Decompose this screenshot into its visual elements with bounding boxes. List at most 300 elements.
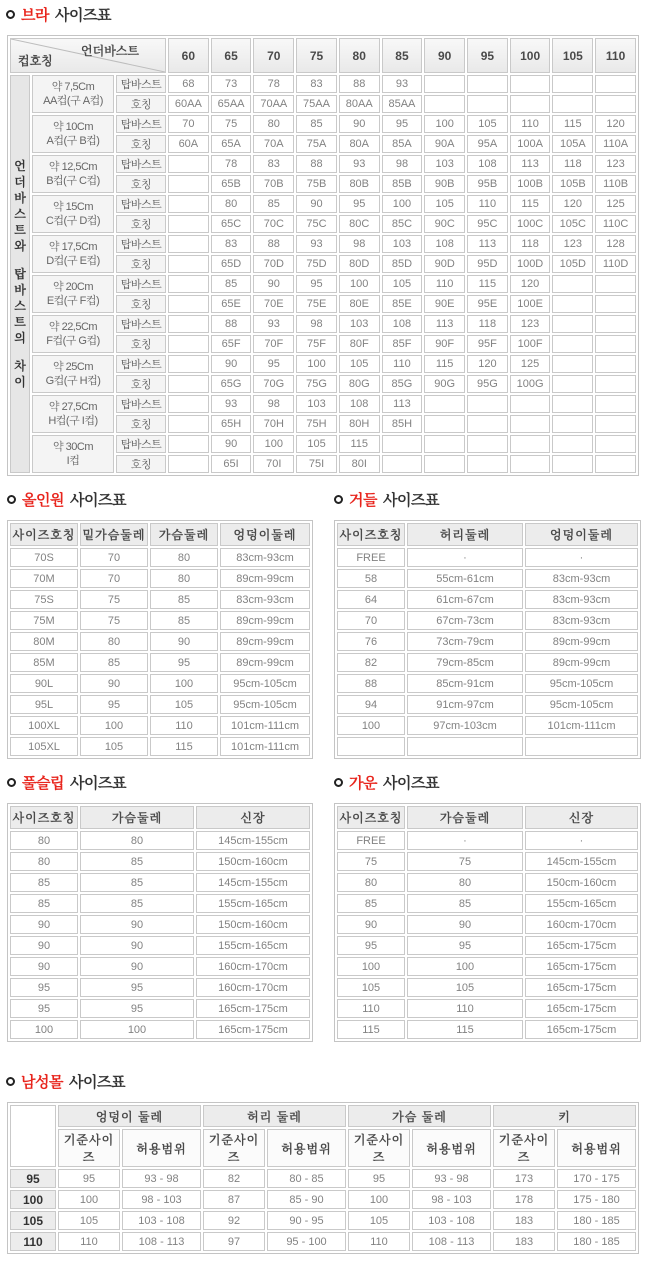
table-cell [168, 415, 209, 433]
cup-name-label: AA컵(구 A컵) [43, 95, 103, 107]
vertical-label-char: 바 [14, 191, 26, 205]
mens-sub-header: 허용범위 [412, 1129, 491, 1167]
table-cell [168, 175, 209, 193]
table-cell [382, 455, 423, 473]
table-cell: 80 [80, 831, 194, 850]
table-cell: 65H [211, 415, 252, 433]
table-cell: 85B [382, 175, 423, 193]
row-label-topbust: 탑바스트 [116, 395, 166, 413]
table-cell: 90 [80, 674, 148, 693]
table-cell: 118 [552, 155, 593, 173]
table-cell: 110 [150, 716, 218, 735]
table-row [337, 915, 638, 934]
table-cell: 70F [253, 335, 294, 353]
table-row [10, 590, 310, 609]
table-cell: 90A [424, 135, 465, 153]
mens-sub-header: 허용범위 [122, 1129, 201, 1167]
table-cell: 160cm-170cm [196, 978, 310, 997]
girdle-table-body [337, 548, 638, 756]
column-header: 사이즈호칭 [10, 523, 78, 546]
table-cell: 85H [382, 415, 423, 433]
table-cell: 55cm-61cm [407, 569, 523, 588]
table-cell [552, 395, 593, 413]
cup-diff-label: 약 12,5Cm [48, 161, 98, 173]
table-cell: 65D [211, 255, 252, 273]
table-cell: 67cm-73cm [407, 611, 523, 630]
bullet-icon [6, 10, 15, 19]
table-cell: 75 [337, 852, 405, 871]
table-cell: 165cm-175cm [196, 1020, 310, 1039]
table-cell: 80 [150, 548, 218, 567]
table-row [10, 435, 636, 453]
column-header: 가슴둘레 [407, 806, 523, 829]
table-row [10, 716, 310, 735]
table-cell: 145cm-155cm [525, 852, 638, 871]
table-cell: 90 [80, 915, 194, 934]
table-cell: 155cm-165cm [196, 894, 310, 913]
table-cell: 91cm-97cm [407, 695, 523, 714]
table-cell: 101cm-111cm [220, 716, 310, 735]
bullet-icon [7, 778, 16, 787]
table-cell: · [525, 831, 638, 850]
table-cell: 115 [467, 275, 508, 293]
table-cell [595, 315, 636, 333]
table-cell: 90 [211, 355, 252, 373]
mens-sub-header: 기준사이즈 [348, 1129, 410, 1167]
table-cell: 70I [253, 455, 294, 473]
section-title-bra [6, 5, 647, 23]
table-cell: 90 [80, 936, 194, 955]
table-cell: 75C [296, 215, 337, 233]
table-cell: 85 [407, 894, 523, 913]
table-cell: 90 [339, 115, 380, 133]
table-cell: 85M [10, 653, 78, 672]
table-cell: 110 [348, 1232, 410, 1251]
table-cell: 83cm-93cm [525, 569, 638, 588]
table-cell: 64 [337, 590, 405, 609]
table-cell: 85 [337, 894, 405, 913]
table-cell: 88 [339, 75, 380, 93]
table-cell: 113 [382, 395, 423, 413]
table-cell: 80E [339, 295, 380, 313]
table-cell: 100 [10, 1020, 78, 1039]
table-cell: 90 [150, 632, 218, 651]
table-row [337, 894, 638, 913]
table-cell: 65G [211, 375, 252, 393]
table-cell: 80A [339, 135, 380, 153]
table-row [10, 275, 636, 293]
table-cell: 95 [150, 653, 218, 672]
table-row [10, 569, 310, 588]
table-cell: 75E [296, 295, 337, 313]
bullet-icon [7, 495, 16, 504]
table-cell: 165cm-175cm [196, 999, 310, 1018]
row-label-topbust: 탑바스트 [116, 275, 166, 293]
cup-label-cell [32, 235, 114, 273]
table-row [337, 831, 638, 850]
bra-size-table [7, 35, 639, 476]
table-cell [168, 295, 209, 313]
table-cell [168, 235, 209, 253]
table-cell: 105 [296, 435, 337, 453]
table-row [10, 957, 310, 976]
table-row [337, 957, 638, 976]
table-cell [424, 75, 465, 93]
table-cell: 108 - 113 [122, 1232, 201, 1251]
table-cell: 165cm-175cm [525, 1020, 638, 1039]
table-cell: 170 - 175 [557, 1169, 636, 1188]
table-cell: 105 [337, 978, 405, 997]
bra-column-header: 60 [168, 38, 209, 73]
row-label-topbust: 탑바스트 [116, 155, 166, 173]
table-cell: 94 [337, 695, 405, 714]
table-cell: 100 [382, 195, 423, 213]
table-cell: 120 [595, 115, 636, 133]
table-cell: FREE [337, 831, 405, 850]
row-label-topbust: 탑바스트 [116, 315, 166, 333]
table-cell: 80B [339, 175, 380, 193]
row-label-topbust: 탑바스트 [116, 195, 166, 213]
cup-name-label: A컵(구 B컵) [46, 135, 100, 147]
table-cell: 93 [253, 315, 294, 333]
table-cell: 70C [253, 215, 294, 233]
table-cell: 100XL [10, 716, 78, 735]
table-cell [510, 415, 551, 433]
fullslip-size-table [7, 803, 313, 1042]
table-cell: 80 [211, 195, 252, 213]
bra-table-head [10, 38, 636, 73]
bullet-icon [334, 495, 343, 504]
table-cell: 145cm-155cm [196, 831, 310, 850]
vertical-label-char: 트 [14, 223, 26, 237]
table-cell: 70G [253, 375, 294, 393]
table-cell: 95cm-105cm [220, 674, 310, 693]
cup-name-label: B컵(구 C컵) [46, 175, 100, 187]
bra-side-label-cell [10, 75, 30, 473]
table-cell: 183 [493, 1232, 555, 1251]
table-cell [595, 95, 636, 113]
cup-name-label: H컵(구 I컵) [48, 415, 98, 427]
table-cell: 85 - 90 [267, 1190, 346, 1209]
gown-table-head [337, 806, 638, 829]
table-row [10, 235, 636, 253]
table-cell: 123 [510, 315, 551, 333]
table-cell [424, 415, 465, 433]
table-cell [595, 295, 636, 313]
table-row [10, 915, 310, 934]
table-cell [168, 195, 209, 213]
table-cell: 93 - 98 [412, 1169, 491, 1188]
table-cell [510, 455, 551, 473]
cup-label-cell [32, 355, 114, 393]
mens-group-header: 가슴 둘레 [348, 1105, 491, 1127]
table-cell: 110C [595, 215, 636, 233]
table-row [10, 1105, 636, 1127]
table-cell: 76 [337, 632, 405, 651]
table-row [337, 936, 638, 955]
table-cell: 115 [337, 1020, 405, 1039]
table-cell: 70D [253, 255, 294, 273]
table-cell: 85 [80, 873, 194, 892]
bra-column-header: 75 [296, 38, 337, 73]
table-cell: 85 [80, 852, 194, 871]
allinone-girdle-row [7, 490, 647, 759]
cup-name-label: C컵(구 D컵) [45, 215, 101, 227]
girdle-column [334, 490, 641, 759]
table-cell: 95 [337, 936, 405, 955]
table-cell: 89cm-99cm [220, 653, 310, 672]
section-title-girdle [334, 490, 641, 508]
table-cell: FREE [337, 548, 405, 567]
table-cell: 105D [552, 255, 593, 273]
table-cell: 100B [510, 175, 551, 193]
row-label-topbust: 탑바스트 [116, 355, 166, 373]
table-cell: 70E [253, 295, 294, 313]
table-row [10, 737, 310, 756]
table-cell: 110D [595, 255, 636, 273]
mens-corner-cell [10, 1105, 56, 1167]
cup-label-cell [32, 315, 114, 353]
table-cell [595, 435, 636, 453]
cup-diff-label: 약 20Cm [52, 281, 94, 293]
table-cell [467, 415, 508, 433]
table-row [337, 674, 638, 693]
section-title-fullslip [7, 773, 313, 791]
cup-name-label: F컵(구 G컵) [46, 335, 100, 347]
table-cell: 95 [10, 978, 78, 997]
cup-diff-label: 약 15Cm [52, 201, 94, 213]
bullet-icon [334, 778, 343, 787]
table-row [337, 737, 638, 756]
cup-diff-label: 약 10Cm [52, 121, 94, 133]
mens-row-label: 110 [10, 1232, 56, 1251]
table-cell: 120 [552, 195, 593, 213]
table-cell: 90 [337, 915, 405, 934]
cup-diff-label: 약 17,5Cm [48, 241, 98, 253]
allinone-column [7, 490, 313, 759]
table-cell: 80 [253, 115, 294, 133]
mens-group-header: 허리 둘레 [203, 1105, 346, 1127]
table-cell: 70 [337, 611, 405, 630]
table-cell: 80 - 85 [267, 1169, 346, 1188]
cup-name-label: G컵(구 H컵) [45, 375, 101, 387]
table-cell: 90 [10, 915, 78, 934]
table-cell: 90D [424, 255, 465, 273]
table-cell [595, 275, 636, 293]
table-cell: 101cm-111cm [525, 716, 638, 735]
mens-sub-header: 기준사이즈 [58, 1129, 120, 1167]
table-cell: 92 [203, 1211, 265, 1230]
table-cell: 155cm-165cm [525, 894, 638, 913]
cup-diff-label: 약 27,5Cm [48, 401, 98, 413]
table-cell: 78 [253, 75, 294, 93]
table-cell: 95cm-105cm [525, 674, 638, 693]
table-cell: 85cm-91cm [407, 674, 523, 693]
column-header: 엉덩이둘레 [220, 523, 310, 546]
table-cell: 75 [80, 611, 148, 630]
cup-label-cell [32, 75, 114, 113]
mens-sub-header: 기준사이즈 [493, 1129, 555, 1167]
table-cell: 75G [296, 375, 337, 393]
cup-diff-label: 약 7,5Cm [51, 81, 95, 93]
table-cell: 108 [339, 395, 380, 413]
table-cell: 105 [407, 978, 523, 997]
table-cell [552, 355, 593, 373]
table-cell: 85 [253, 195, 294, 213]
table-cell: 100 [337, 957, 405, 976]
table-cell: 110 [467, 195, 508, 213]
mens-title-rest: 사이즈표 [68, 1073, 125, 1091]
section-title-allinone [7, 490, 313, 508]
table-cell: 93 [211, 395, 252, 413]
table-cell: 61cm-67cm [407, 590, 523, 609]
table-cell: 80F [339, 335, 380, 353]
table-cell: 89cm-99cm [220, 569, 310, 588]
table-cell: 103 - 108 [412, 1211, 491, 1230]
table-cell: 95 [58, 1169, 120, 1188]
table-cell: · [525, 548, 638, 567]
table-cell [168, 335, 209, 353]
table-cell: 150cm-160cm [196, 915, 310, 934]
table-row [10, 978, 310, 997]
cup-name-label: D컵(구 E컵) [46, 255, 100, 267]
table-cell [552, 275, 593, 293]
mens-sub-header: 허용범위 [267, 1129, 346, 1167]
table-cell: 83 [211, 235, 252, 253]
fullslip-table-body [10, 831, 310, 1039]
table-cell: 108 [424, 235, 465, 253]
table-cell: 90 [80, 957, 194, 976]
table-cell: 70AA [253, 95, 294, 113]
mens-group-header: 엉덩이 둘레 [58, 1105, 201, 1127]
table-row [10, 894, 310, 913]
table-cell: 95 [80, 695, 148, 714]
table-cell: 70 [168, 115, 209, 133]
table-cell [595, 455, 636, 473]
mens-row-label: 100 [10, 1190, 56, 1209]
table-cell: 120 [467, 355, 508, 373]
table-cell: 100 [337, 716, 405, 735]
table-cell: 73 [211, 75, 252, 93]
table-cell: 70 [80, 548, 148, 567]
table-row [10, 1169, 636, 1188]
section-title-gown [334, 773, 641, 791]
girdle-title-rest: 사이즈표 [382, 491, 439, 509]
table-cell: 65A [211, 135, 252, 153]
table-row [337, 852, 638, 871]
mens-row-label: 95 [10, 1169, 56, 1188]
cup-label-cell [32, 395, 114, 433]
column-header: 신장 [196, 806, 310, 829]
table-cell [168, 215, 209, 233]
bra-column-header: 110 [595, 38, 636, 73]
table-cell: 83cm-93cm [525, 611, 638, 630]
row-label-call: 호칭 [116, 135, 166, 153]
table-row [337, 569, 638, 588]
table-row [337, 999, 638, 1018]
table-cell: 95 [339, 195, 380, 213]
table-cell [467, 435, 508, 453]
table-cell: 85 [150, 611, 218, 630]
table-cell: 80 [407, 873, 523, 892]
table-cell [337, 737, 405, 756]
allinone-table-body [10, 548, 310, 756]
table-cell [595, 415, 636, 433]
column-header: 사이즈호칭 [10, 806, 78, 829]
table-cell [510, 75, 551, 93]
vertical-label [11, 158, 29, 390]
table-cell: 80D [339, 255, 380, 273]
table-cell: 105 [339, 355, 380, 373]
table-cell: 95cm-105cm [525, 695, 638, 714]
table-cell: 90G [424, 375, 465, 393]
table-cell: 115 [552, 115, 593, 133]
table-cell: 88 [211, 315, 252, 333]
table-cell: 100G [510, 375, 551, 393]
column-header: 사이즈호칭 [337, 806, 405, 829]
table-cell: 80 [10, 831, 78, 850]
cup-label-cell [32, 275, 114, 313]
table-cell: 98 [253, 395, 294, 413]
table-cell: 100 [80, 1020, 194, 1039]
table-row [10, 1190, 636, 1209]
gown-title-rest: 사이즈표 [382, 774, 439, 792]
table-cell: 105 [348, 1211, 410, 1230]
table-cell: 68 [168, 75, 209, 93]
table-cell: 75S [10, 590, 78, 609]
table-cell: 120 [510, 275, 551, 293]
bra-column-header: 100 [510, 38, 551, 73]
table-cell: 105B [552, 175, 593, 193]
table-cell: 85D [382, 255, 423, 273]
table-cell: 80H [339, 415, 380, 433]
bra-column-header: 105 [552, 38, 593, 73]
table-cell: 89cm-99cm [525, 653, 638, 672]
table-cell: 75M [10, 611, 78, 630]
table-cell [552, 435, 593, 453]
cup-diff-label: 약 25Cm [52, 361, 94, 373]
table-cell [467, 395, 508, 413]
table-cell: 88 [253, 235, 294, 253]
table-cell: 103 [339, 315, 380, 333]
table-row [337, 632, 638, 651]
table-cell [552, 455, 593, 473]
table-cell: 98 [339, 235, 380, 253]
table-cell: 87 [203, 1190, 265, 1209]
table-cell: 173 [493, 1169, 555, 1188]
table-cell: 60AA [168, 95, 209, 113]
table-cell: 105C [552, 215, 593, 233]
column-header: 밑가슴둘레 [80, 523, 148, 546]
row-label-call: 호칭 [116, 175, 166, 193]
mens-group-header: 키 [493, 1105, 636, 1127]
fullslip-title-rest: 사이즈표 [69, 774, 126, 792]
table-cell: 105 [382, 275, 423, 293]
table-cell: 70H [253, 415, 294, 433]
bra-column-header: 65 [211, 38, 252, 73]
table-cell: 73cm-79cm [407, 632, 523, 651]
table-row [10, 1232, 636, 1251]
table-row [337, 695, 638, 714]
table-cell: · [407, 548, 523, 567]
table-cell: 103 [424, 155, 465, 173]
fullslip-gown-row [7, 773, 647, 1042]
table-row [10, 653, 310, 672]
table-cell: 95 [80, 999, 194, 1018]
table-cell: 90 [253, 275, 294, 293]
table-cell: 75A [296, 135, 337, 153]
table-cell [552, 95, 593, 113]
